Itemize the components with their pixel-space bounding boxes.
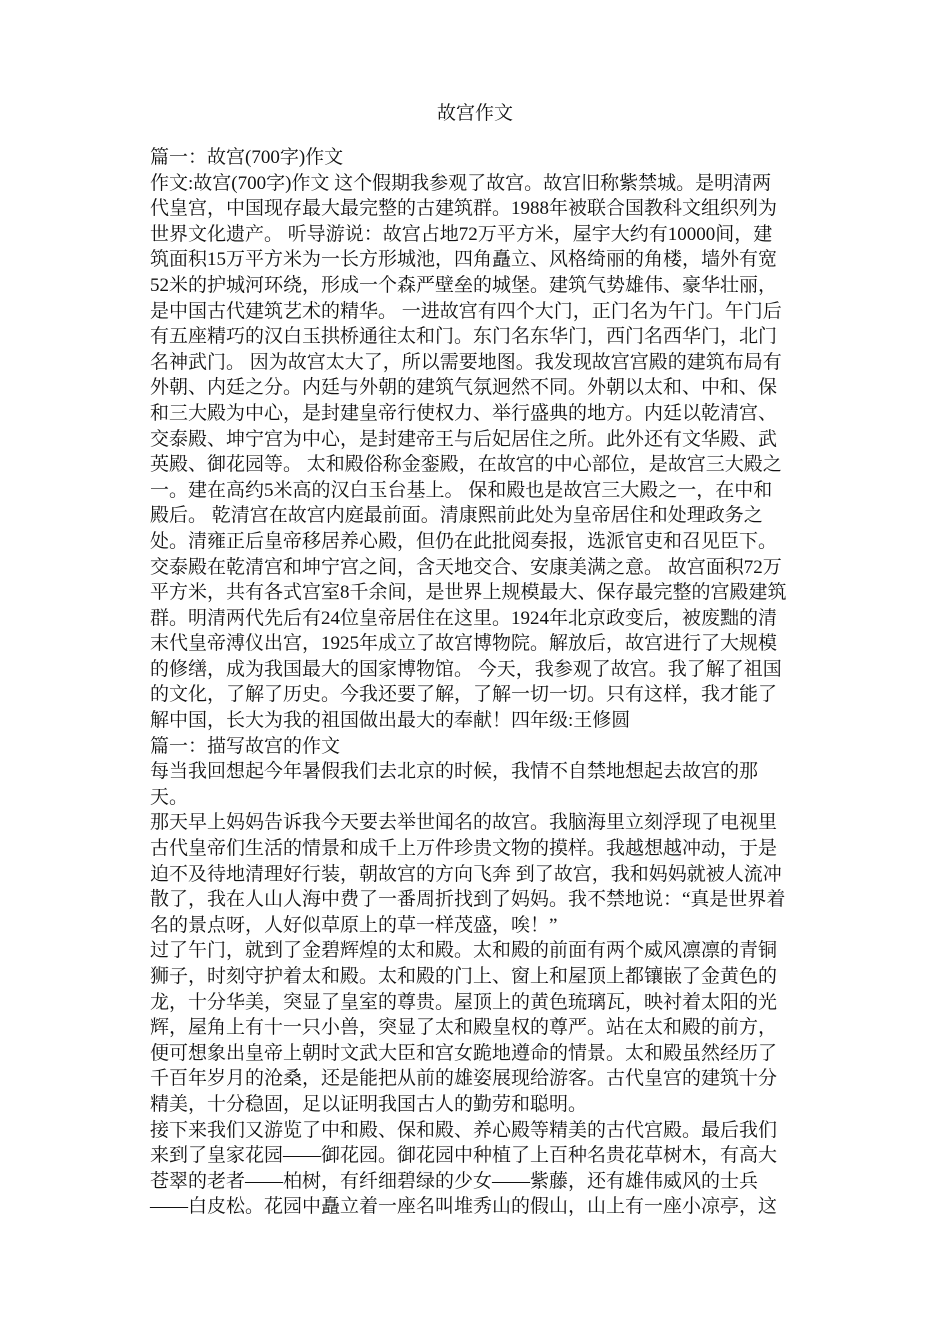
text-line: 狮子，时刻守护着太和殿。太和殿的门上、窗上和屋顶上都镶嵌了金黄色的 <box>150 966 778 987</box>
text-line: 散了，我在人山人海中费了一番周折找到了妈妈。我不禁地说：“真是世界着 <box>150 889 786 911</box>
text-line: 辉，屋角上有十一只小兽，突显了太和殿皇权的尊严。站在太和殿的前方， <box>150 1017 778 1039</box>
section-2-text <box>150 759 810 1220</box>
text-line: 有五座精巧的汉白玉拱桥通往太和门。东门名东华门，西门名西华门，北门 <box>150 326 778 348</box>
text-line: 古代皇帝们生活的情景和成千上万件珍贵文物的摸样。我越想越冲动，于是 <box>150 838 778 860</box>
document-body <box>150 145 810 1220</box>
text-line: 解中国，长大为我的祖国做出最大的奉献！四年级:王修圆 <box>150 710 631 732</box>
text-line: 便可想象出皇帝上朝时文武大臣和宫女跪地遵命的情景。太和殿虽然经历了 <box>150 1042 778 1064</box>
text-line: 末代皇帝溥仪出宫，1925年成立了故宫博物院。解放后，故宫进行了大规模 <box>150 633 778 655</box>
text-line: 殿后。 乾清宫在故宫内庭最前面。清康熙前此处为皇帝居住和处理政务之 <box>150 505 763 527</box>
text-line: 代皇宫，中国现存最大最完整的古建筑群。1988年被联合国教科文组织列为 <box>150 198 778 220</box>
text-line: 千百年岁月的沧桑，还是能把从前的雄姿展现给游客。古代皇宫的建筑十分 <box>150 1068 778 1090</box>
document-title: 故宫作文 <box>436 103 513 124</box>
text-line: 筑面积15万平方米为一长方形城池，四角矗立、风格绮丽的角楼，墙外有宽 <box>150 249 778 271</box>
text-line: 世界文化遗产。 听导游说：故宫占地72万平方米，屋宇大约有10000间，建 <box>150 223 773 245</box>
text-line: 英殿、御花园等。 太和殿俗称金銮殿，在故宫的中心部位，是故宫三大殿之 <box>150 454 782 476</box>
text-line: 那天早上妈妈告诉我今天要去举世闻名的故宫。我脑海里立刻浮现了电视里 <box>150 812 778 834</box>
text-line: 来到了皇家花园——御花园。御花园中种植了上百种名贵花草树木，有高大 <box>150 1145 778 1167</box>
text-line: ——白皮松。花园中矗立着一座名叫堆秀山的假山，山上有一座小凉亭，这 <box>150 1196 778 1218</box>
text-line: 作文:故宫(700字)作文 这个假期我参观了故宫。故宫旧称紫禁城。是明清两 <box>150 172 772 194</box>
text-line: 平方米，共有各式宫室8千余间，是世界上规模最大、保存最完整的宫殿建筑 <box>150 582 787 604</box>
text-line: 52米的护城河环绕，形成一个森严壁垒的城堡。建筑气势雄伟、豪华壮丽， <box>150 274 778 296</box>
text-line: 交泰殿、坤宁宫为中心，是封建帝王与后妃居住之所。此外还有文华殿、武 <box>150 428 778 450</box>
text-line: 迫不及待地清理好行装，朝故宫的方向飞奔 到了故宫，我和妈妈就被人流冲 <box>150 863 782 885</box>
text-line: 苍翠的老者——柏树，有纤细碧绿的少女——紫藤，还有雄伟威风的士兵 <box>150 1170 759 1192</box>
section-heading: 篇一：描写故宫的作文 <box>150 735 341 757</box>
text-line: 精美，十分稳固，足以证明我国古人的勤劳和聪明。 <box>150 1093 588 1115</box>
section-1-text <box>150 171 810 734</box>
text-line: 天。 <box>150 786 189 808</box>
text-line: 是中国古代建筑艺术的精华。 一进故宫有四个大门，正门名为午门。午门后 <box>150 300 782 322</box>
text-line: 每当我回想起今年暑假我们去北京的时候，我情不自禁地想起去故宫的那 <box>150 761 759 783</box>
text-line: 外朝、内廷之分。内廷与外朝的建筑气氛迥然不同。外朝以太和、中和、保 <box>150 377 778 399</box>
text-line: 的文化，了解了历史。今我还要了解，了解一切一切。只有这样，我才能了 <box>150 684 778 706</box>
text-line: 交泰殿在乾清宫和坤宁宫之间，含天地交合、安康美满之意。 故宫面积72万 <box>150 556 782 578</box>
text-line: 接下来我们又游览了中和殿、保和殿、养心殿等精美的古代宫殿。最后我们 <box>150 1119 778 1141</box>
text-line: 和三大殿为中心，是封建皇帝行使权力、举行盛典的地方。内廷以乾清宫、 <box>150 402 778 424</box>
text-line: 的修缮，成为我国最大的国家博物馆。 今天，我参观了故宫。我了解了祖国 <box>150 658 782 680</box>
text-line: 名的景点呀，人好似草原上的草一样茂盛，唉！” <box>150 914 558 936</box>
text-line: 龙，十分华美，突显了皇室的尊贵。屋顶上的黄色琉璃瓦，映衬着太阳的光 <box>150 991 778 1013</box>
text-line: 一。建在高约5米高的汉白玉台基上。 保和殿也是故宫三大殿之一，在中和 <box>150 479 773 501</box>
text-line: 名神武门。 因为故宫太大了，所以需要地图。我发现故宫宫殿的建筑布局有 <box>150 351 782 373</box>
text-line: 群。明清两代先后有24位皇帝居住在这里。1924年北京政变后，被废黜的清 <box>150 607 778 629</box>
text-line: 处。清雍正后皇帝移居养心殿，但仍在此批阅奏报，选派官吏和召见臣下。 <box>150 530 778 552</box>
section-heading: 篇一：故宫(700字)作文 <box>150 147 344 168</box>
text-line: 过了午门，就到了金碧辉煌的太和殿。太和殿的前面有两个威风凛凛的青铜 <box>150 940 778 962</box>
